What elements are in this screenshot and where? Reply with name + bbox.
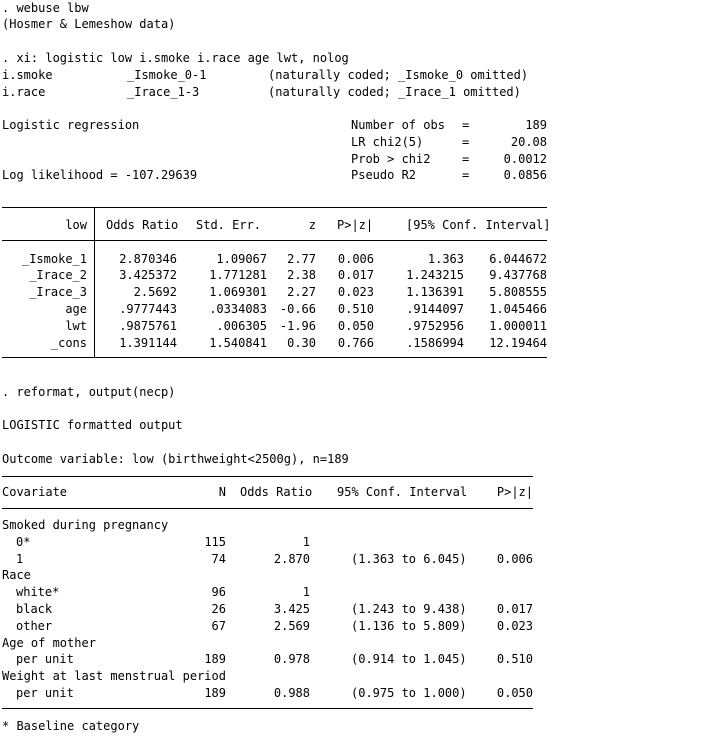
stat-value: 0.0856 — [503, 168, 547, 182]
row-variable: _cons — [50, 336, 87, 350]
row-ci-low: 1.136391 — [406, 285, 464, 299]
row-p: 0.766 — [337, 336, 374, 350]
row-conf-interval: (1.243 to 9.438) — [351, 602, 467, 616]
header-odds-ratio: Odds Ratio — [240, 485, 313, 499]
row-covariate: other — [16, 619, 53, 633]
stat-value: 20.08 — [510, 135, 547, 149]
row-p — [480, 534, 533, 550]
row-p: 0.510 — [496, 652, 533, 666]
cmd-webuse: . webuse lbw — [2, 1, 89, 15]
row-ci-high: 1.000011 — [489, 319, 547, 333]
row-odds-ratio: 3.425372 — [119, 268, 177, 282]
row-ci-high: 9.437768 — [489, 268, 547, 282]
stat-label: Prob > chi2 — [351, 152, 431, 166]
row-std-err: 1.069301 — [209, 285, 267, 299]
row-variable: lwt — [65, 319, 87, 333]
stat-label: Number of obs — [351, 118, 445, 132]
row-n: 96 — [211, 585, 226, 599]
row-std-err: 1.771281 — [209, 268, 267, 282]
row-ci-high: 1.045466 — [489, 302, 547, 316]
xi-note: (naturally coded; _Irace_1 omitted) — [268, 85, 521, 99]
row-z: 2.77 — [287, 252, 316, 266]
row-odds-ratio: 2.569 — [273, 619, 310, 633]
row-odds-ratio: 0.988 — [273, 686, 310, 700]
header-covariate: Covariate — [2, 485, 68, 499]
row-n: 67 — [211, 619, 226, 633]
footnote: * Baseline category — [2, 719, 140, 733]
row-conf-interval: (1.136 to 5.809) — [351, 619, 467, 633]
row-std-err: 1.09067 — [216, 252, 267, 266]
header-std-err: Std. Err. — [196, 218, 262, 232]
table-header-rule — [2, 240, 547, 241]
row-z: 2.38 — [287, 268, 316, 282]
row-n: 189 — [204, 652, 226, 666]
row-covariate: black — [16, 602, 53, 616]
row-ci-high: 6.044672 — [489, 252, 547, 266]
regression-title: Logistic regression — [2, 118, 140, 132]
table-column-divider — [94, 207, 95, 358]
row-z: -1.96 — [279, 319, 316, 333]
stat-eq: = — [462, 152, 470, 166]
header-p: P>|z| — [337, 218, 374, 232]
row-variable: _Irace_2 — [29, 268, 87, 282]
row-ci-low: .9752956 — [406, 319, 464, 333]
row-odds-ratio: .9777443 — [119, 302, 177, 316]
row-odds-ratio: 1 — [302, 535, 310, 549]
row-p: 0.023 — [337, 285, 374, 299]
header-z: z — [308, 218, 316, 232]
group-label: Race — [2, 568, 31, 582]
row-ci-high: 12.19464 — [489, 336, 547, 350]
table-top-rule — [2, 207, 547, 208]
row-n: 115 — [204, 535, 226, 549]
group-label: Age of mother — [2, 636, 96, 650]
header-n: N — [218, 485, 226, 499]
formatted-title: LOGISTIC formatted output — [2, 418, 183, 432]
stat-label: LR chi2(5) — [351, 135, 424, 149]
row-variable: _Ismoke_1 — [21, 252, 87, 266]
row-conf-interval: (0.914 to 1.045) — [351, 652, 467, 666]
table-bottom-rule — [2, 708, 533, 709]
cmd-reformat: . reformat, output(necp) — [2, 385, 176, 399]
row-n: 26 — [211, 602, 226, 616]
row-odds-ratio: 2.5692 — [133, 285, 177, 299]
row-p: 0.050 — [337, 319, 374, 333]
row-odds-ratio: 3.425 — [273, 602, 310, 616]
row-variable: _Irace_3 — [29, 285, 87, 299]
xi-var: i.smoke — [2, 68, 53, 82]
row-covariate: per unit — [16, 652, 74, 666]
row-covariate: white* — [16, 585, 60, 599]
cmd-xi: . xi: logistic low i.smoke i.race age lwt, nolog — [2, 51, 349, 65]
row-p: 0.006 — [337, 252, 374, 266]
dataset-note: (Hosmer & Lemeshow data) — [2, 17, 176, 31]
row-ci-low: 1.243215 — [406, 268, 464, 282]
outcome-line: Outcome variable: low (birthweight<2500g), n=189 — [2, 452, 349, 466]
row-n: 189 — [204, 686, 226, 700]
xi-dummy: _Irace_1-3 — [127, 85, 200, 99]
row-odds-ratio: 2.870 — [273, 552, 310, 566]
header-odds-ratio: Odds Ratio — [106, 218, 179, 232]
xi-note: (naturally coded; _Ismoke_0 omitted) — [268, 68, 529, 82]
stat-value: 189 — [525, 118, 547, 132]
row-covariate: 1 — [16, 552, 24, 566]
row-ci-high: 5.808555 — [489, 285, 547, 299]
row-p: 0.006 — [496, 552, 533, 566]
row-p: 0.017 — [337, 268, 374, 282]
header-p: P>|z| — [496, 485, 533, 499]
stat-eq: = — [462, 168, 470, 182]
group-label: Weight at last menstrual period — [2, 669, 226, 683]
row-ci-low: .9144097 — [406, 302, 464, 316]
row-p: 0.017 — [496, 602, 533, 616]
xi-var: i.race — [2, 85, 46, 99]
row-covariate: 0* — [16, 535, 31, 549]
table-bottom-rule — [2, 357, 547, 358]
stat-value: 0.0012 — [503, 152, 547, 166]
row-std-err: .006305 — [216, 319, 267, 333]
row-ci-low: 1.363 — [427, 252, 464, 266]
header-depvar: low — [65, 218, 87, 232]
row-conf-interval: (1.363 to 6.045) — [351, 552, 467, 566]
row-conf-interval: (0.975 to 1.000) — [351, 686, 467, 700]
row-variable: age — [65, 302, 87, 316]
row-odds-ratio: 1 — [302, 585, 310, 599]
row-z: -0.66 — [279, 302, 316, 316]
header-conf-interval: 95% Conf. Interval — [337, 485, 468, 499]
header-conf-interval: [95% Conf. Interval] — [406, 218, 551, 232]
row-std-err: 1.540841 — [209, 336, 267, 350]
group-label: Smoked during pregnancy — [2, 518, 169, 532]
row-std-err: .0334083 — [209, 302, 267, 316]
stat-label: Pseudo R2 — [351, 168, 417, 182]
row-p: 0.050 — [496, 686, 533, 700]
row-covariate: per unit — [16, 686, 74, 700]
log-likelihood: Log likelihood = -107.29639 — [2, 168, 198, 182]
xi-dummy: _Ismoke_0-1 — [127, 68, 207, 82]
stat-eq: = — [462, 118, 470, 132]
row-p: 0.510 — [337, 302, 374, 316]
row-odds-ratio: 2.870346 — [119, 252, 177, 266]
row-odds-ratio: 0.978 — [273, 652, 310, 666]
row-z: 0.30 — [287, 336, 316, 350]
table-header-rule — [2, 508, 533, 509]
row-odds-ratio: .9875761 — [119, 319, 177, 333]
row-n: 74 — [211, 552, 226, 566]
table-top-rule — [2, 476, 533, 477]
row-odds-ratio: 1.391144 — [119, 336, 177, 350]
row-p — [480, 584, 533, 600]
stat-eq: = — [462, 135, 470, 149]
row-z: 2.27 — [287, 285, 316, 299]
row-p: 0.023 — [496, 619, 533, 633]
row-ci-low: .1586994 — [406, 336, 464, 350]
